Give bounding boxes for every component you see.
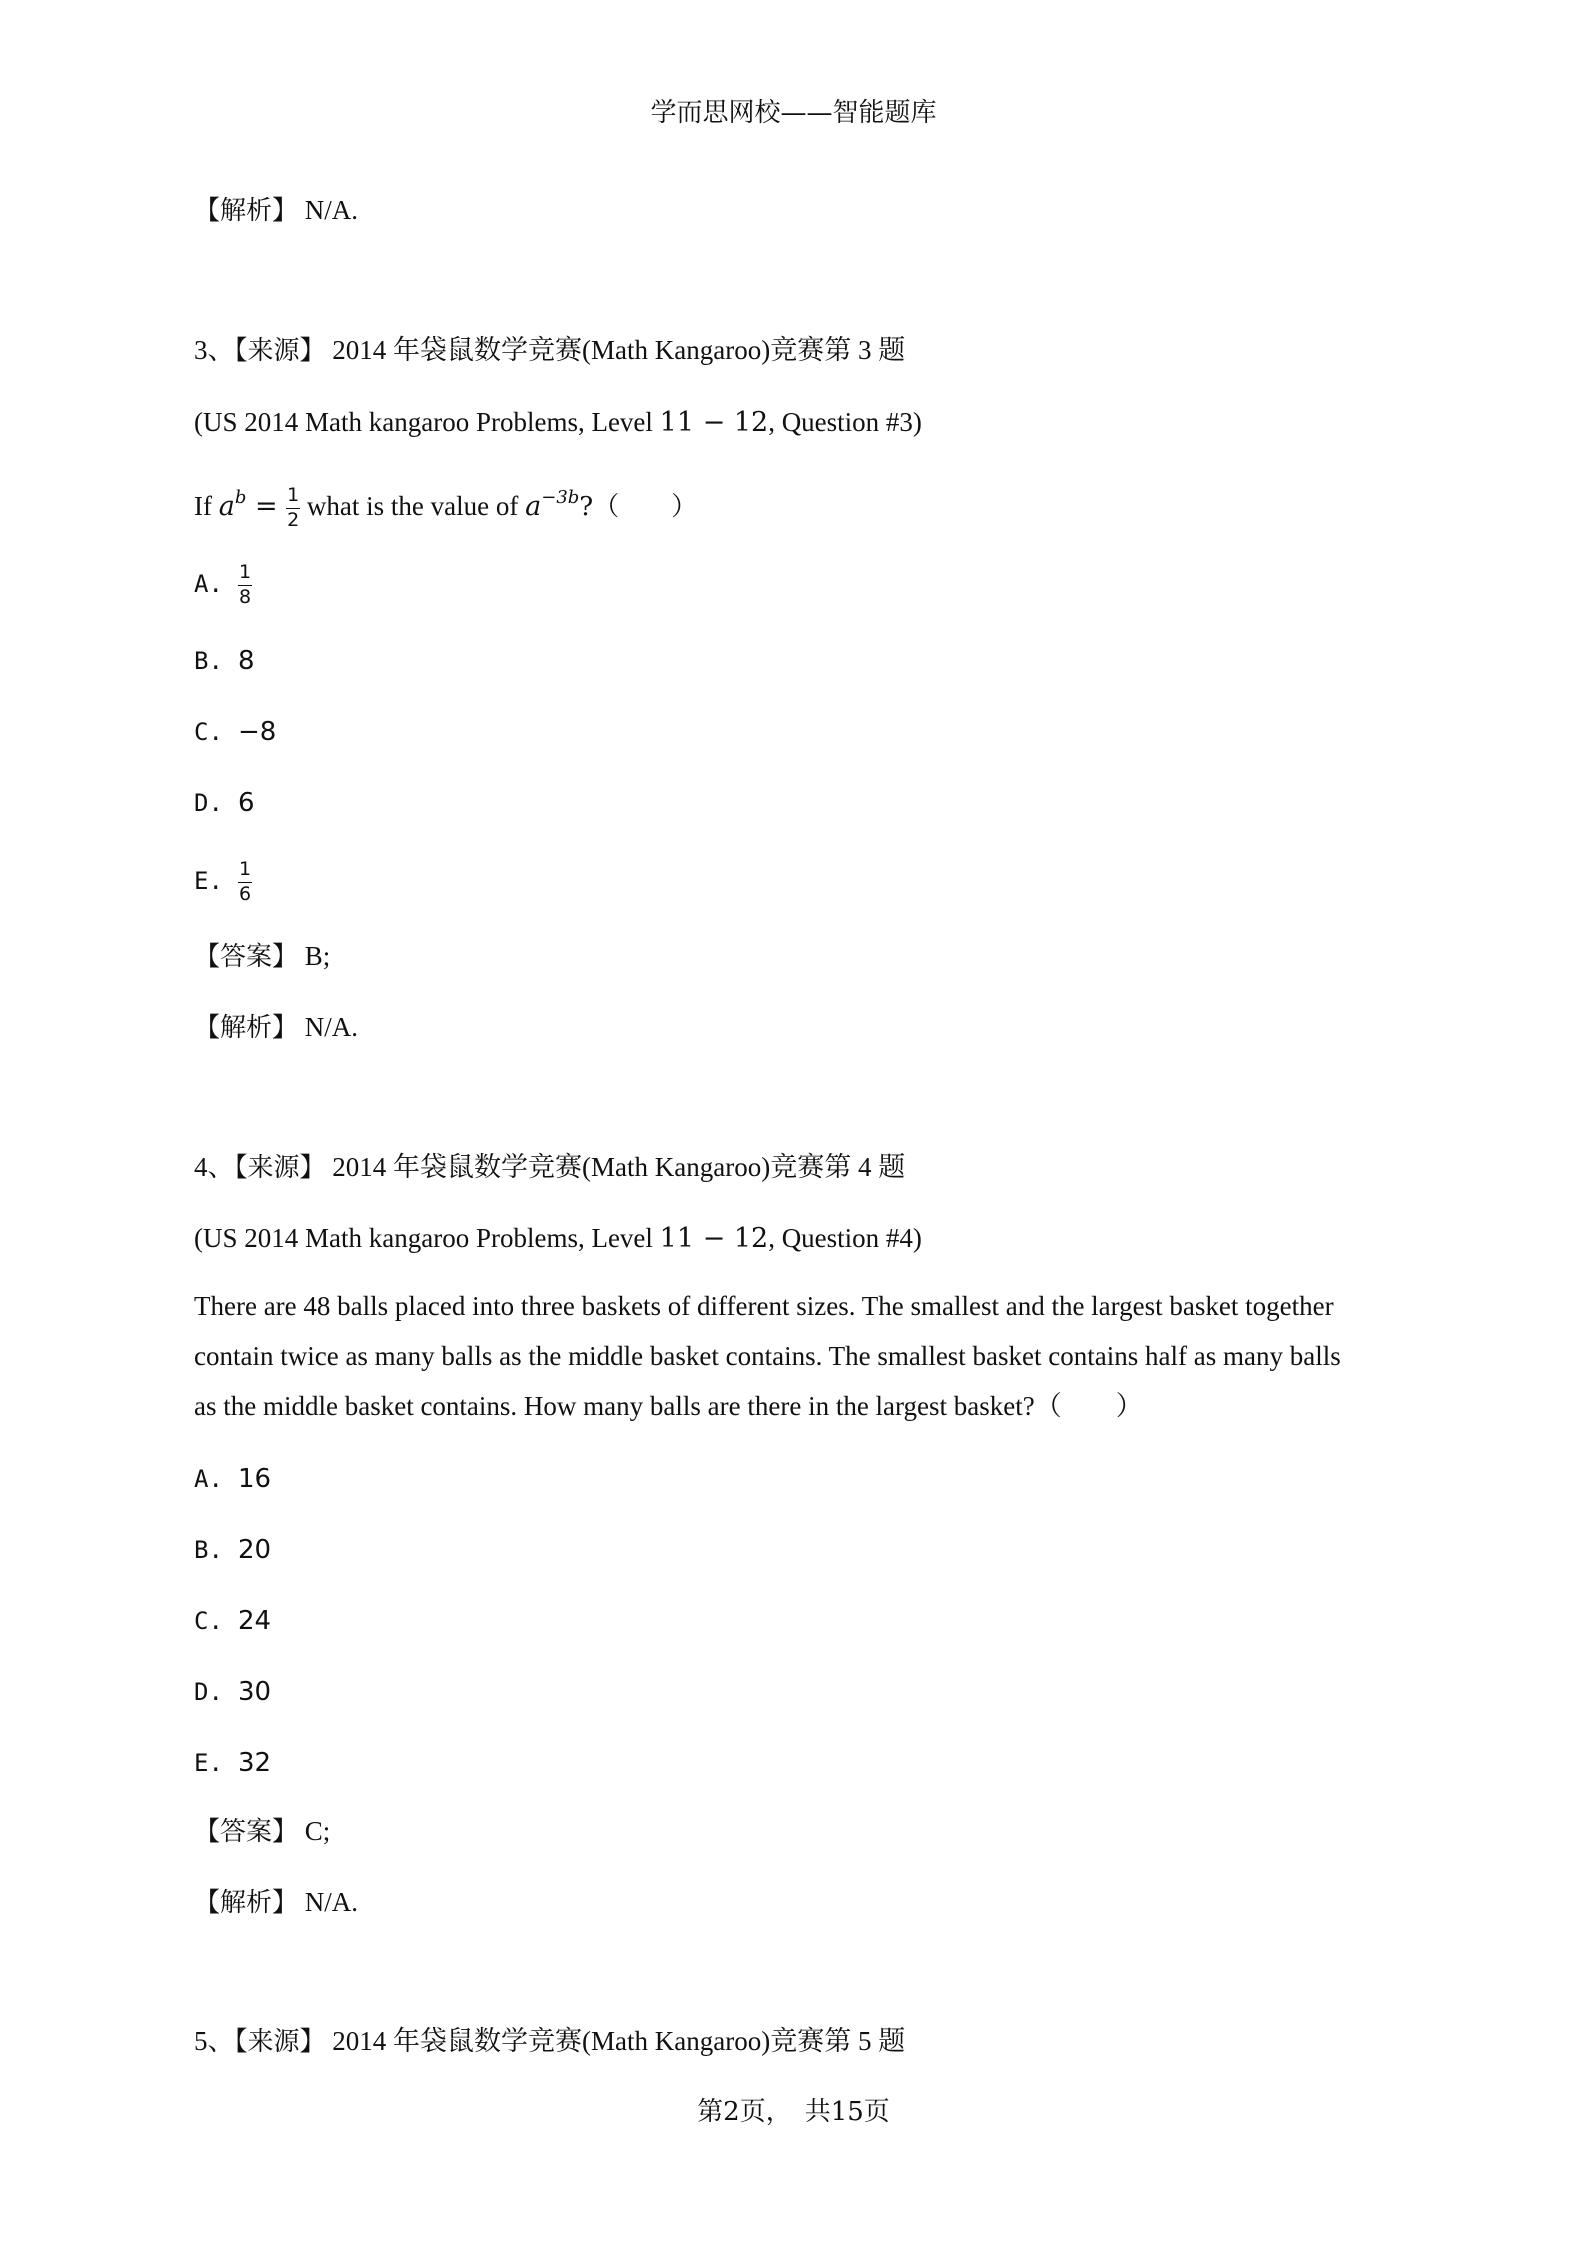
- q4-source-text: 2014 年袋鼠数学竞赛(Math Kangaroo)竞赛第 4 题: [332, 1152, 906, 1182]
- q4-stem-line: as the middle basket contains. How many balls are there in the largest basket?（ ）: [194, 1391, 1143, 1421]
- option-letter: B.: [194, 1536, 223, 1564]
- q4-ref-level: 11 − 12: [659, 1223, 769, 1254]
- answer-label: 【答案】: [194, 1817, 299, 1847]
- answer-label: 【答案】: [194, 942, 299, 972]
- q4-stem-line: There are 48 balls placed into three baskets of different sizes. The smallest and the largest basket together: [194, 1291, 1334, 1321]
- option-value: 6: [238, 788, 255, 818]
- q3-stem-base: a: [218, 491, 235, 522]
- frac-denominator: 6: [238, 883, 252, 906]
- option-letter: C.: [194, 718, 223, 746]
- q3-option-b: [194, 647, 255, 674]
- option-letter: B.: [194, 647, 223, 675]
- q3-option-a: [194, 558, 252, 609]
- q3-stem-tail: ?（ ）: [579, 492, 698, 522]
- q4-option-d: [194, 1678, 271, 1705]
- q3-stem-base2: a: [525, 491, 542, 522]
- q4-option-b: [194, 1536, 271, 1563]
- q3-index: 3、: [194, 335, 235, 365]
- q4-ref-suffix: , Question #4): [768, 1223, 922, 1253]
- option-letter: D.: [194, 1678, 223, 1706]
- q4-option-a: [194, 1465, 271, 1492]
- q3-reference: [194, 409, 922, 436]
- option-value: 16: [238, 1464, 272, 1494]
- q4-source: [194, 1154, 905, 1181]
- q3-stem-equals: =: [246, 491, 287, 522]
- q5-source-text: 2014 年袋鼠数学竞赛(Math Kangaroo)竞赛第 5 题: [332, 2026, 906, 2056]
- option-value: 32: [238, 1748, 272, 1778]
- frac-denominator: 2: [287, 509, 300, 532]
- q5-index: 5、: [194, 2026, 235, 2056]
- analysis-label: 【解析】: [194, 1013, 299, 1043]
- q3-analysis: [194, 1014, 358, 1041]
- q4-ref-prefix: (US 2014 Math kangaroo Problems, Level: [194, 1223, 660, 1253]
- answer-value: B;: [304, 941, 331, 971]
- q3-source-label: 【来源】: [234, 336, 326, 366]
- option-letter: A.: [194, 570, 223, 598]
- option-fraction: [238, 860, 252, 905]
- q3-source: [194, 337, 905, 364]
- q3-answer: [194, 943, 330, 970]
- frac-numerator: 1: [238, 858, 252, 881]
- analysis-text: N/A.: [304, 1887, 359, 1917]
- frac-denominator: 8: [238, 586, 252, 609]
- q3-ref-suffix: , Question #3): [768, 407, 922, 437]
- option-value: 24: [238, 1606, 272, 1636]
- q3-ref-prefix: (US 2014 Math kangaroo Problems, Level: [194, 407, 660, 437]
- q3-stem-exp: b: [234, 487, 247, 508]
- q3-stem-middle: what is the value of: [306, 491, 526, 521]
- page-footer: 第2页， 共15页: [697, 2097, 890, 2127]
- q3-option-e: [194, 855, 252, 906]
- analysis-label: 【解析】: [194, 1888, 299, 1918]
- frac-numerator: 1: [238, 561, 252, 584]
- frac-numerator: 1: [287, 484, 300, 507]
- q5-source: [194, 2028, 905, 2055]
- q3-option-d: [194, 789, 255, 816]
- q3-ref-level: 11 − 12: [659, 407, 769, 438]
- option-letter: A.: [194, 1465, 223, 1493]
- q5-source-label: 【来源】: [234, 2027, 326, 2057]
- q4-source-label: 【来源】: [234, 1153, 326, 1183]
- option-letter: E.: [194, 1749, 223, 1777]
- option-letter: D.: [194, 789, 223, 817]
- q4-option-e: [194, 1749, 271, 1776]
- option-letter: C.: [194, 1607, 223, 1635]
- analysis-text: N/A.: [304, 195, 359, 225]
- q4-stem: [194, 1281, 1409, 1431]
- answer-value: C;: [304, 1816, 331, 1846]
- q4-option-c: [194, 1607, 271, 1634]
- q3-stem-exp2: −3b: [541, 487, 580, 508]
- q4-analysis: [194, 1889, 358, 1916]
- q3-stem-fraction: [286, 486, 300, 531]
- option-fraction: [238, 563, 252, 608]
- option-value: −8: [238, 717, 277, 747]
- q4-stem-line: contain twice as many balls as the middle basket contains. The smallest basket contains half as many balls: [194, 1341, 1341, 1371]
- page-header: 学而思网校——智能题库: [650, 98, 937, 128]
- q3-option-c: [194, 718, 276, 745]
- q3-source-text: 2014 年袋鼠数学竞赛(Math Kangaroo)竞赛第 3 题: [332, 335, 906, 365]
- q3-stem: [194, 478, 697, 531]
- q3-stem-lead: If: [194, 491, 219, 521]
- q4-answer: [194, 1818, 330, 1845]
- option-value: 30: [238, 1677, 272, 1707]
- q4-index: 4、: [194, 1152, 235, 1182]
- analysis-label: 【解析】: [194, 196, 299, 226]
- option-letter: E.: [194, 867, 223, 895]
- option-value: 8: [238, 646, 255, 676]
- analysis-text: N/A.: [304, 1012, 359, 1042]
- option-value: 20: [238, 1535, 272, 1565]
- prev-analysis: [194, 197, 358, 224]
- q4-reference: [194, 1225, 922, 1252]
